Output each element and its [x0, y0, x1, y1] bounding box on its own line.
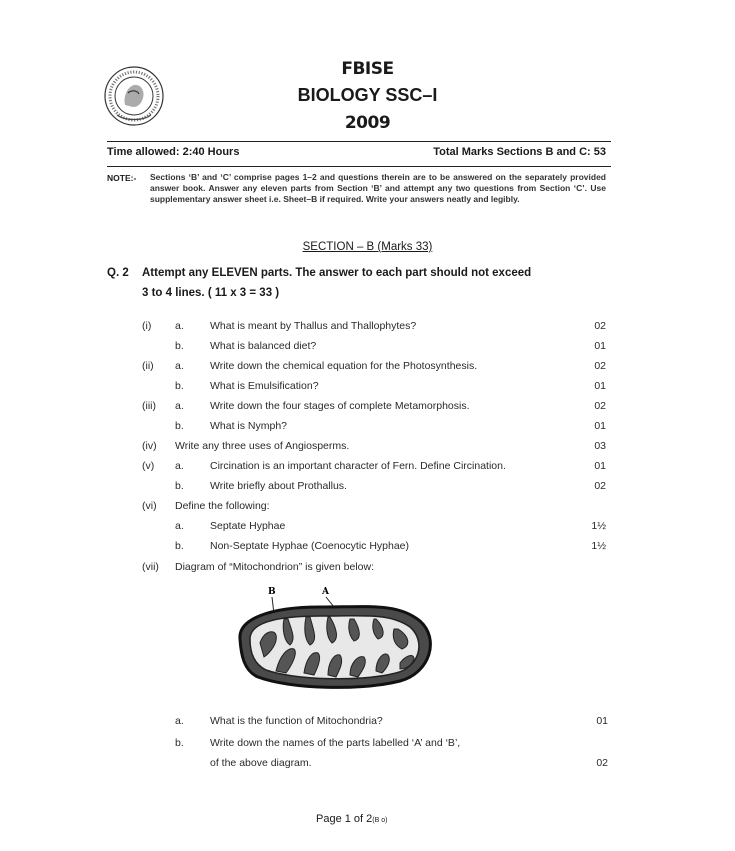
sub-part-label: a.	[175, 715, 184, 727]
note-text: Sections ‘B’ and ‘C’ comprise pages 1–2 and questions therein are to be answered on the separately provided answer book. Answer any eleven parts from Section ‘B’ and attempt any two questions from Section ‘C’. Use supplementary answer sheet i.e. Sheet–B if required. Write your answers neatly and legibly.	[150, 172, 606, 204]
part-number: (vi)	[142, 500, 157, 512]
question-text: Write down the names of the parts labelled ‘A’ and ‘B’,	[210, 737, 461, 749]
section-title: SECTION – B (Marks 33)	[302, 241, 433, 253]
marks-value: 1½	[591, 520, 606, 532]
part-number: (iv)	[142, 440, 157, 452]
part-number: (vii)	[142, 561, 159, 573]
page-number: Page 1 of 2	[316, 813, 373, 825]
sub-part-label: a.	[175, 320, 184, 332]
question-text: Write briefly about Prothallus.	[210, 480, 347, 492]
header-divider	[107, 141, 611, 142]
part-number: (iii)	[142, 400, 156, 412]
marks-value: 02	[594, 480, 606, 492]
part-number: (ii)	[142, 360, 154, 372]
question-text: What is the function of Mitochondria?	[210, 715, 383, 727]
sub-part-label: b.	[175, 540, 184, 552]
question-text: Write down the chemical equation for the Photosynthesis.	[210, 360, 478, 372]
total-marks: Total Marks Sections B and C: 53	[433, 146, 606, 158]
question-instruction-line2: 3 to 4 lines. ( 11 x 3 = 33 )	[142, 287, 280, 299]
sub-part-label: a.	[175, 400, 184, 412]
part-number: (v)	[142, 460, 155, 472]
marks-value: 1½	[591, 540, 606, 552]
question-text: Write any three uses of Angiosperms.	[175, 440, 350, 452]
question-text: Non-Septate Hyphae (Coenocytic Hyphae)	[210, 540, 410, 552]
question-text: What is meant by Thallus and Thallophytes?	[210, 320, 417, 332]
diagram-label-b: B	[268, 587, 276, 597]
subject-title: BIOLOGY SSC–I	[297, 85, 438, 105]
time-allowed: Time allowed: 2:40 Hours	[107, 146, 240, 158]
marks-value: 01	[594, 380, 606, 392]
question-number: Q. 2	[107, 267, 129, 279]
question-text: Diagram of “Mitochondrion” is given below:	[175, 561, 375, 573]
question-text: What is Nymph?	[210, 420, 288, 432]
question-text: Septate Hyphae	[210, 520, 286, 532]
marks-value: 01	[594, 340, 606, 352]
board-name: FBISE	[341, 59, 394, 79]
question-text: What is balanced diet?	[210, 340, 317, 352]
sub-part-label: b.	[175, 380, 184, 392]
note-label: NOTE:-	[107, 173, 137, 183]
question-text: What is Emulsification?	[210, 380, 319, 392]
pto-note: (B o)	[372, 817, 388, 824]
marks-value: 01	[594, 460, 606, 472]
marks-value: 02	[594, 360, 606, 372]
marks-value: 01	[594, 420, 606, 432]
diagram-label-a: A	[322, 587, 329, 597]
question-text: of the above diagram.	[210, 757, 312, 769]
sub-part-label: a.	[175, 520, 184, 532]
sub-part-label: b.	[175, 737, 184, 749]
sub-part-label: a.	[175, 460, 184, 472]
part-number: (i)	[142, 320, 152, 332]
question-instruction-line1: Attempt any ELEVEN parts. The answer to each part should not exceed	[142, 267, 532, 279]
sub-part-label: a.	[175, 360, 184, 372]
marks-value: 01	[596, 715, 608, 727]
marks-value: 02	[594, 320, 606, 332]
exam-year: 2009	[344, 113, 391, 133]
sub-part-label: b.	[175, 340, 184, 352]
mitochondrion-diagram	[230, 583, 445, 695]
marks-value: 02	[594, 400, 606, 412]
marks-value: 02	[596, 757, 608, 769]
sub-part-label: b.	[175, 420, 184, 432]
page-footer	[316, 813, 387, 825]
sub-part-label: b.	[175, 480, 184, 492]
question-text: Define the following:	[175, 500, 270, 512]
marks-value: 03	[594, 440, 606, 452]
question-text: Write down the four stages of complete Metamorphosis.	[210, 400, 470, 412]
info-divider	[107, 166, 611, 167]
question-text: Circination is an important character of Fern. Define Circination.	[210, 460, 506, 472]
